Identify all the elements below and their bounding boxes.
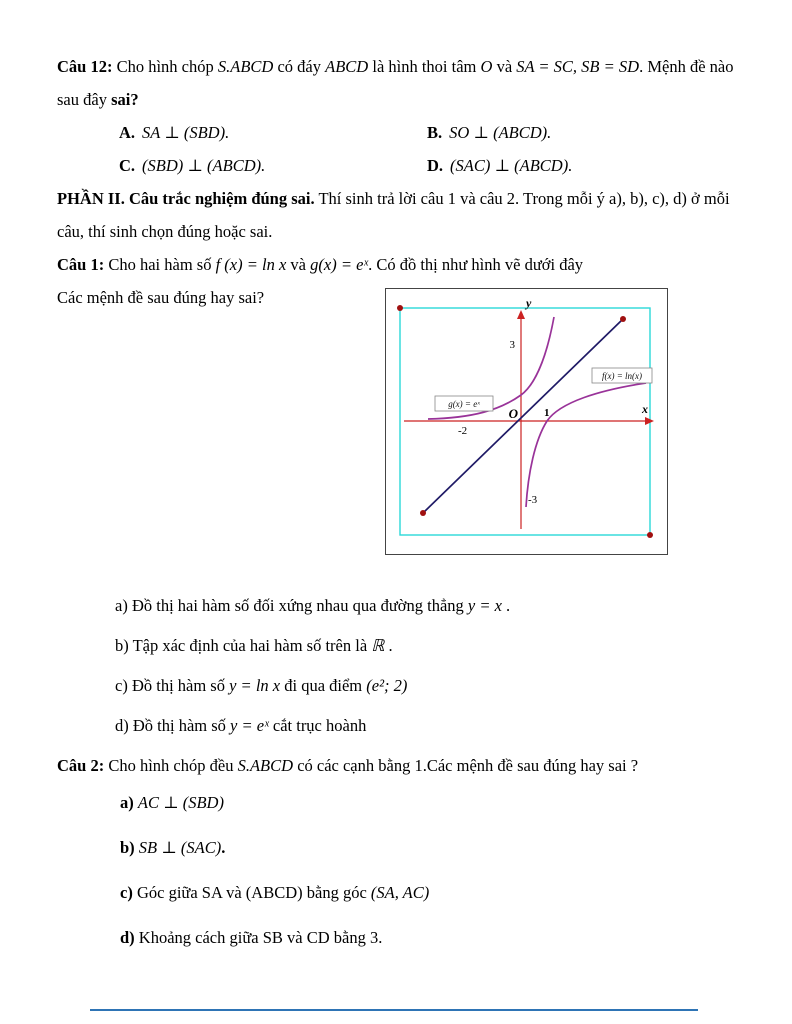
option-c [119, 149, 427, 182]
statement-2c-text: Góc giữa SA và (ABCD) bằng góc [136, 883, 367, 902]
statement-2b-end: . [221, 838, 226, 857]
option-c-text: (SBD) ⊥ (ABCD). [142, 156, 266, 175]
question-2-label: Câu 2: [57, 756, 105, 775]
question-2-text-2: có các cạnh bằng 1.Các mệnh đề sau đúng hay sai ? [297, 756, 639, 775]
option-d [427, 149, 735, 182]
statement-1c-math-2: (e²; 2) [366, 676, 408, 695]
statement-1b [115, 629, 735, 662]
option-a-letter: A. [119, 123, 136, 142]
statement-2c-math: (SA, AC) [370, 883, 430, 902]
part-2-heading [57, 182, 735, 248]
tick-minus-2: -2 [458, 425, 468, 437]
option-d-letter: D. [427, 156, 444, 175]
y-axis-label: y [526, 296, 532, 310]
footer-rule [90, 1009, 698, 1011]
question-12-math-4: SA = SC, SB = SD [516, 57, 640, 76]
tick-minus-3: -3 [528, 494, 538, 506]
option-b-letter: B. [427, 123, 443, 142]
tick-1: 1 [544, 407, 550, 419]
statement-1a-text-2: . [506, 596, 511, 615]
g-label-text: g(x) = eˣ [448, 399, 480, 409]
question-2-statements [57, 786, 735, 954]
curve-logarithm [526, 383, 646, 507]
y-axis-arrow [517, 310, 525, 319]
statement-1d-math: y = eˣ [230, 716, 269, 735]
tick-3: 3 [509, 339, 515, 351]
question-12-bold-sai: sai? [111, 90, 139, 109]
statement-1c-text: c) Đồ thị hàm số [115, 676, 225, 695]
statement-2c-letter: c) [120, 883, 133, 902]
option-d-text: (SAC) ⊥ (ABCD). [450, 156, 573, 175]
statement-1b-text-2: . [388, 636, 393, 655]
question-12 [57, 50, 735, 116]
question-12-math-2: ABCD [325, 57, 369, 76]
option-b [427, 116, 735, 149]
statement-2a [120, 786, 735, 819]
statement-2d [120, 921, 735, 954]
statement-2b-math: SB ⊥ (SAC) [138, 838, 222, 857]
statement-1a [115, 589, 735, 622]
function-graph-figure [385, 288, 668, 555]
question-1-text-1: Cho hai hàm số [108, 255, 212, 274]
x-axis-label: x [642, 402, 648, 416]
statement-1c [115, 669, 735, 702]
part-2-heading-bold: PHẦN II. Câu trắc nghiệm đúng sai. [57, 189, 315, 208]
question-1-statements [57, 589, 735, 742]
statement-2d-letter: d) [120, 928, 135, 947]
statement-1d-text-2: cắt trục hoành [272, 716, 367, 735]
question-2 [57, 749, 735, 782]
question-1-math-2: g(x) = eˣ [310, 255, 369, 274]
question-12-math-1: S.ABCD [217, 57, 274, 76]
option-c-letter: C. [119, 156, 136, 175]
question-12-text-4: và [496, 57, 513, 76]
option-b-text: SO ⊥ (ABCD). [449, 123, 552, 142]
statement-1d-text: d) Đồ thị hàm số [115, 716, 226, 735]
option-a [119, 116, 427, 149]
statement-2b [120, 831, 735, 864]
question-12-label: Câu 12: [57, 57, 113, 76]
line-y-equals-x [423, 319, 623, 513]
function-graph-svg [388, 291, 665, 547]
option-a-text: SA ⊥ (SBD). [142, 123, 230, 142]
question-1-math-1: f (x) = ln x [215, 255, 287, 274]
line-endpoint-dot-bottom [420, 510, 426, 516]
statement-1c-math: y = ln x [229, 676, 281, 695]
statement-2b-letter: b) [120, 838, 135, 857]
part-2-heading-rest: Thí sinh trả lời câu 1 và câu 2. Trong mỗi ý a), b), c), d) ở mỗi câu, thí sinh chọn đúng hoặc sai. [57, 189, 730, 241]
question-1-text-3: . Có đồ thị như hình vẽ dưới đây [368, 255, 584, 274]
statement-2d-text: Khoảng cách giữa SB và CD bằng 3. [138, 928, 383, 947]
line-endpoint-dot-top [620, 316, 626, 322]
question-12-text-5: . Mệnh đề nào sau đây [57, 57, 734, 109]
question-12-text-1: Cho hình chóp [116, 57, 214, 76]
question-1 [57, 248, 735, 281]
statement-1b-text: b) Tập xác định của hai hàm số trên là [115, 636, 368, 655]
statement-1a-math: y = x [467, 596, 502, 615]
statement-1a-text: a) Đồ thị hai hàm số đối xứng nhau qua đường thẳng [115, 596, 464, 615]
statement-1d [115, 709, 735, 742]
question-1-label: Câu 1: [57, 255, 105, 274]
statement-1c-text-2: đi qua điểm [284, 676, 363, 695]
question-12-math-3: O [480, 57, 493, 76]
question-2-text-1: Cho hình chóp đều [108, 756, 234, 775]
origin-label: O [508, 406, 518, 421]
question-12-text-3: là hình thoi tâm [372, 57, 477, 76]
frame-corner-dot-topleft [397, 305, 403, 311]
statement-2c [120, 876, 735, 909]
statement-2a-letter: a) [120, 793, 134, 812]
question-12-options [57, 116, 735, 182]
question-12-text-2: có đáy [277, 57, 322, 76]
question-2-math-1: S.ABCD [237, 756, 294, 775]
f-label-text: f(x) = ln(x) [601, 371, 643, 381]
question-1-prompt: Các mệnh đề sau đúng hay sai? [57, 288, 265, 307]
frame-corner-dot-bottomright [647, 532, 653, 538]
statement-2a-math: AC ⊥ (SBD) [137, 793, 224, 812]
question-1-text-2: và [290, 255, 306, 274]
statement-1b-math: ℝ [371, 636, 385, 655]
